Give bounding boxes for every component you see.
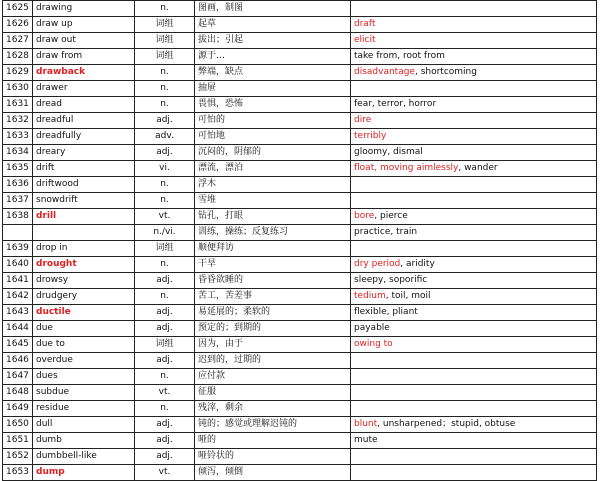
chinese-meaning-cell: 拔出；引起 — [195, 33, 351, 49]
synonyms-cell — [351, 129, 597, 145]
row-number: 1625 — [3, 1, 33, 17]
chinese-meaning-cell: 钝的；感觉或理解迟钝的 — [195, 417, 351, 433]
table-row — [3, 49, 597, 65]
synonyms-cell — [351, 417, 597, 433]
synonym-text: , aridity — [400, 259, 435, 269]
word-cell: drudgery — [33, 289, 135, 305]
synonym-text: terribly — [354, 131, 387, 141]
row-number: 1636 — [3, 177, 33, 193]
row-number: 1631 — [3, 97, 33, 113]
synonym-text: , wander — [458, 163, 498, 173]
synonyms-cell — [351, 257, 597, 273]
row-number: 1629 — [3, 65, 33, 81]
synonym-text: elicit — [354, 35, 376, 45]
chinese-meaning-cell: 源于… — [195, 49, 351, 65]
synonyms-cell — [351, 225, 597, 241]
row-number: 1635 — [3, 161, 33, 177]
table-row — [3, 401, 597, 417]
table-row — [3, 145, 597, 161]
table-row — [3, 305, 597, 321]
word-cell: subdue — [33, 385, 135, 401]
row-number: 1639 — [3, 241, 33, 257]
table-row — [3, 33, 597, 49]
word-cell: dreadful — [33, 113, 135, 129]
table-row — [3, 209, 597, 225]
chinese-meaning-cell: 倾泻，倾倒 — [195, 465, 351, 481]
chinese-meaning-cell: 漂流，漂泊 — [195, 161, 351, 177]
row-number: 1644 — [3, 321, 33, 337]
row-number: 1641 — [3, 273, 33, 289]
part-of-speech-cell: n. — [135, 257, 195, 273]
part-of-speech-cell: adj. — [135, 113, 195, 129]
part-of-speech-cell: 词组 — [135, 337, 195, 353]
table-row — [3, 193, 597, 209]
chinese-meaning-cell: 昏昏欲睡的 — [195, 273, 351, 289]
table-row — [3, 353, 597, 369]
synonym-text: gloomy, dismal — [354, 147, 423, 157]
synonyms-cell — [351, 33, 597, 49]
part-of-speech-cell: n. — [135, 401, 195, 417]
row-number: 1638 — [3, 209, 33, 225]
synonyms-cell — [351, 401, 597, 417]
row-number: 1645 — [3, 337, 33, 353]
row-number: 1627 — [3, 33, 33, 49]
synonyms-cell — [351, 97, 597, 113]
row-number: 1626 — [3, 17, 33, 33]
word-cell: drawer — [33, 81, 135, 97]
synonym-text: float, moving aimlessly — [354, 163, 459, 173]
chinese-meaning-cell: 征服 — [195, 385, 351, 401]
synonyms-cell — [351, 209, 597, 225]
part-of-speech-cell: adj. — [135, 449, 195, 465]
synonyms-cell — [351, 337, 597, 353]
part-of-speech-cell: vi. — [135, 161, 195, 177]
synonym-text: dire — [354, 115, 372, 125]
chinese-meaning-cell: 干旱 — [195, 257, 351, 273]
chinese-meaning-cell: 顺便拜访 — [195, 241, 351, 257]
row-number: 1637 — [3, 193, 33, 209]
chinese-meaning-cell: 弊端，缺点 — [195, 65, 351, 81]
part-of-speech-cell: vt. — [135, 385, 195, 401]
synonyms-cell — [351, 273, 597, 289]
synonyms-cell — [351, 305, 597, 321]
chinese-meaning-cell: 易延展的；柔软的 — [195, 305, 351, 321]
part-of-speech-cell: n./vi. — [135, 225, 195, 241]
row-number: 1648 — [3, 385, 33, 401]
table-row — [3, 65, 597, 81]
synonym-text: fear, terror, horror — [354, 99, 437, 109]
synonyms-cell — [351, 289, 597, 305]
table-row — [3, 1, 597, 17]
row-number — [3, 225, 33, 241]
part-of-speech-cell: adj. — [135, 321, 195, 337]
word-cell: residue — [33, 401, 135, 417]
table-row — [3, 369, 597, 385]
chinese-meaning-cell: 沉闷的，阴郁的 — [195, 145, 351, 161]
part-of-speech-cell: 词组 — [135, 17, 195, 33]
synonym-text: flexible, pliant — [354, 307, 418, 317]
row-number: 1649 — [3, 401, 33, 417]
synonym-text: , unsharpened；stupid, obtuse — [377, 419, 516, 429]
word-cell: drawing — [33, 1, 135, 17]
part-of-speech-cell: n. — [135, 193, 195, 209]
part-of-speech-cell: n. — [135, 289, 195, 305]
part-of-speech-cell: n. — [135, 369, 195, 385]
row-number: 1633 — [3, 129, 33, 145]
table-row — [3, 177, 597, 193]
part-of-speech-cell: n. — [135, 97, 195, 113]
table-row — [3, 161, 597, 177]
chinese-meaning-cell: 起草 — [195, 17, 351, 33]
word-cell: draw out — [33, 33, 135, 49]
word-cell: dumb — [33, 433, 135, 449]
table-row — [3, 17, 597, 33]
row-number: 1643 — [3, 305, 33, 321]
word-cell: driftwood — [33, 177, 135, 193]
row-number: 1632 — [3, 113, 33, 129]
word-cell: drift — [33, 161, 135, 177]
synonyms-cell — [351, 321, 597, 337]
part-of-speech-cell: adj. — [135, 305, 195, 321]
synonyms-cell — [351, 161, 597, 177]
part-of-speech-cell: n. — [135, 177, 195, 193]
synonyms-cell — [351, 465, 597, 481]
table-row — [3, 241, 597, 257]
vocab-table-body — [3, 1, 597, 481]
word-cell: dread — [33, 97, 135, 113]
word-cell: drought — [33, 257, 135, 273]
table-row — [3, 433, 597, 449]
word-cell: draw up — [33, 17, 135, 33]
table-row — [3, 337, 597, 353]
synonym-text: sleepy, soporific — [354, 275, 428, 285]
table-row — [3, 449, 597, 465]
part-of-speech-cell: adj. — [135, 353, 195, 369]
chinese-meaning-cell: 残滓，剩余 — [195, 401, 351, 417]
synonym-text: blunt — [354, 419, 378, 429]
part-of-speech-cell: adj. — [135, 433, 195, 449]
row-number: 1646 — [3, 353, 33, 369]
synonym-text: draft — [354, 19, 376, 29]
synonyms-cell — [351, 49, 597, 65]
synonym-text: , toil, moil — [385, 291, 431, 301]
synonym-text: bore — [354, 211, 375, 221]
synonyms-cell — [351, 433, 597, 449]
row-number: 1634 — [3, 145, 33, 161]
word-cell: snowdrift — [33, 193, 135, 209]
synonyms-cell — [351, 81, 597, 97]
chinese-meaning-cell: 预定的；到期的 — [195, 321, 351, 337]
chinese-meaning-cell: 训练，操练；反复练习 — [195, 225, 351, 241]
synonym-text: , shortcoming — [414, 67, 477, 77]
synonym-text: , pierce — [374, 211, 408, 221]
word-cell: dues — [33, 369, 135, 385]
chinese-meaning-cell: 哑铃状的 — [195, 449, 351, 465]
part-of-speech-cell: 词组 — [135, 49, 195, 65]
row-number: 1652 — [3, 449, 33, 465]
synonyms-cell — [351, 113, 597, 129]
synonyms-cell — [351, 369, 597, 385]
table-row — [3, 225, 597, 241]
chinese-meaning-cell: 钻孔，打眼 — [195, 209, 351, 225]
table-row — [3, 385, 597, 401]
part-of-speech-cell: n. — [135, 81, 195, 97]
word-cell: ductile — [33, 305, 135, 321]
word-cell: drop in — [33, 241, 135, 257]
word-cell: dull — [33, 417, 135, 433]
word-cell: overdue — [33, 353, 135, 369]
chinese-meaning-cell: 哑的 — [195, 433, 351, 449]
synonyms-cell — [351, 17, 597, 33]
table-row — [3, 321, 597, 337]
word-cell: drawback — [33, 65, 135, 81]
part-of-speech-cell: n. — [135, 65, 195, 81]
row-number: 1651 — [3, 433, 33, 449]
chinese-meaning-cell: 图画，制图 — [195, 1, 351, 17]
table-row — [3, 465, 597, 481]
row-number: 1653 — [3, 465, 33, 481]
part-of-speech-cell: 词组 — [135, 33, 195, 49]
synonyms-cell — [351, 449, 597, 465]
part-of-speech-cell: adj. — [135, 273, 195, 289]
row-number: 1647 — [3, 369, 33, 385]
word-cell: due — [33, 321, 135, 337]
chinese-meaning-cell: 苦工，苦差事 — [195, 289, 351, 305]
synonyms-cell — [351, 385, 597, 401]
chinese-meaning-cell: 迟到的，过期的 — [195, 353, 351, 369]
row-number: 1628 — [3, 49, 33, 65]
row-number: 1640 — [3, 257, 33, 273]
word-cell — [33, 225, 135, 241]
word-cell: drill — [33, 209, 135, 225]
synonyms-cell — [351, 1, 597, 17]
chinese-meaning-cell: 浮木 — [195, 177, 351, 193]
word-cell: dreary — [33, 145, 135, 161]
synonyms-cell — [351, 241, 597, 257]
synonym-text: take from, root from — [354, 51, 445, 61]
synonym-text: mute — [354, 435, 378, 445]
table-row — [3, 289, 597, 305]
synonyms-cell — [351, 193, 597, 209]
word-cell: draw from — [33, 49, 135, 65]
word-cell: dreadfully — [33, 129, 135, 145]
part-of-speech-cell: vt. — [135, 209, 195, 225]
synonym-text: payable — [354, 323, 390, 333]
chinese-meaning-cell: 雪堆 — [195, 193, 351, 209]
part-of-speech-cell: 词组 — [135, 241, 195, 257]
vocab-table — [2, 0, 597, 481]
word-cell: drowsy — [33, 273, 135, 289]
part-of-speech-cell: adj. — [135, 417, 195, 433]
chinese-meaning-cell: 畏惧，恐怖 — [195, 97, 351, 113]
synonym-text: disadvantage — [354, 67, 415, 77]
synonyms-cell — [351, 177, 597, 193]
table-row — [3, 273, 597, 289]
table-row — [3, 97, 597, 113]
part-of-speech-cell: adv. — [135, 129, 195, 145]
synonym-text: practice, train — [354, 227, 418, 237]
row-number: 1630 — [3, 81, 33, 97]
chinese-meaning-cell: 因为，由于 — [195, 337, 351, 353]
part-of-speech-cell: n. — [135, 1, 195, 17]
word-cell: dump — [33, 465, 135, 481]
chinese-meaning-cell: 可怕地 — [195, 129, 351, 145]
table-row — [3, 81, 597, 97]
synonyms-cell — [351, 353, 597, 369]
row-number: 1650 — [3, 417, 33, 433]
chinese-meaning-cell: 应付款 — [195, 369, 351, 385]
chinese-meaning-cell: 可怕的 — [195, 113, 351, 129]
row-number: 1642 — [3, 289, 33, 305]
word-cell: dumbbell-like — [33, 449, 135, 465]
synonym-text: tedium — [354, 291, 386, 301]
table-row — [3, 257, 597, 273]
part-of-speech-cell: adj. — [135, 145, 195, 161]
synonym-text: owing to — [354, 339, 393, 349]
synonym-text: dry period — [354, 259, 401, 269]
word-cell: due to — [33, 337, 135, 353]
part-of-speech-cell: vt. — [135, 465, 195, 481]
table-row — [3, 129, 597, 145]
table-row — [3, 113, 597, 129]
synonyms-cell — [351, 65, 597, 81]
synonyms-cell — [351, 145, 597, 161]
table-row — [3, 417, 597, 433]
chinese-meaning-cell: 抽屉 — [195, 81, 351, 97]
